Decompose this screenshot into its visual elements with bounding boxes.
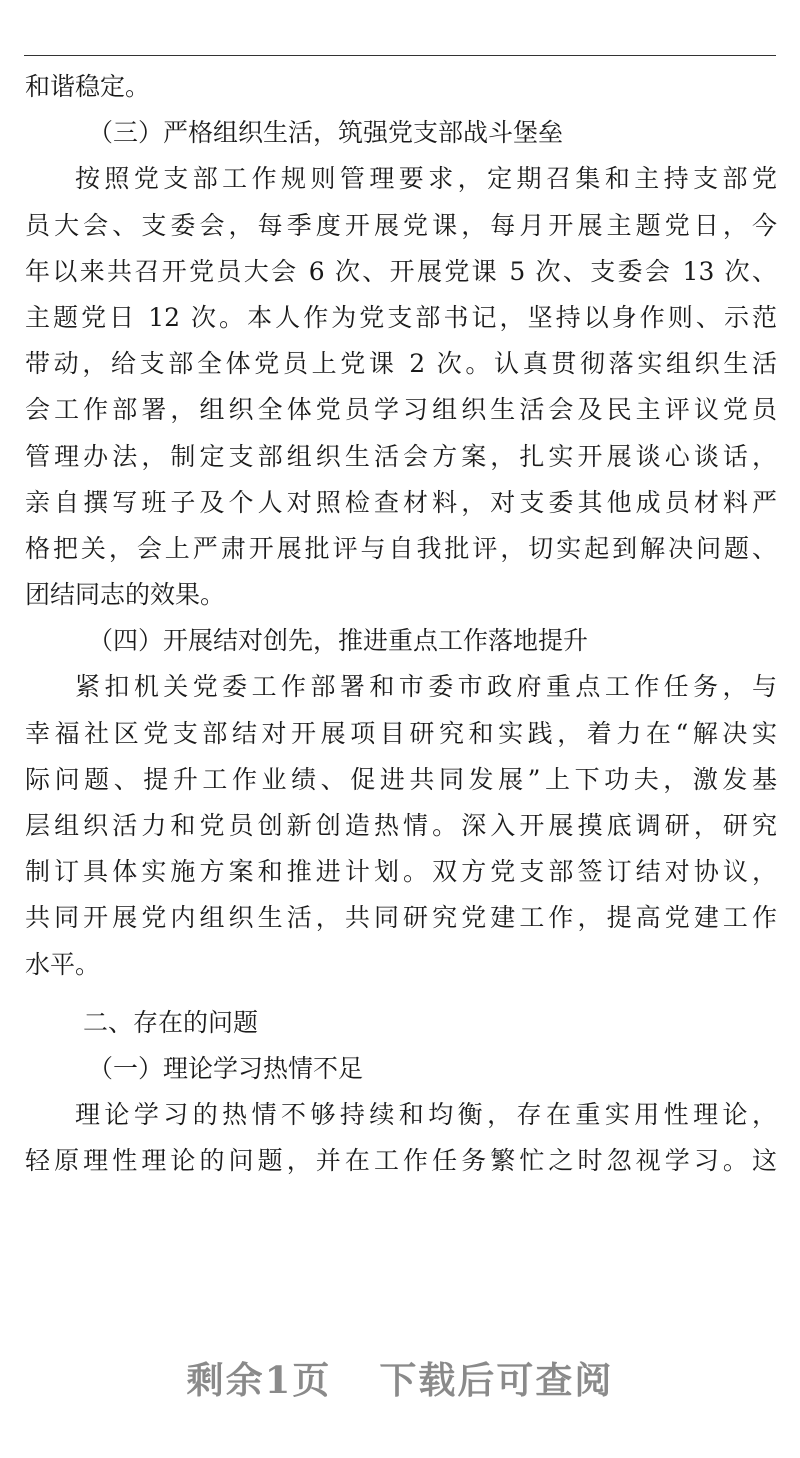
paragraph-line: 和谐稳定。 (25, 72, 151, 101)
paragraph-line: 管理办法，制定支部组织生活会方案，扎实开展谈心谈话， (25, 441, 777, 471)
paragraph-line: 团结同志的效果。 (25, 580, 226, 610)
paragraph-line: 年以来共召开党员大会 6 次、开展党课 5 次、支委会 13 次、 (25, 256, 777, 286)
paragraph-line: 带动，给支部全体党员上党课 2 次。认真贯彻落实组织生活 (25, 349, 777, 379)
section-heading-3: （三）严格组织生活，筑强党支部战斗堡垒 (88, 118, 564, 148)
header-rule (24, 55, 776, 56)
paragraph-line: 幸福社区党支部结对开展项目研究和实践，着力在“解决实 (25, 718, 777, 748)
paragraph-line: 亲自撰写班子及个人对照检查材料，对支委其他成员材料严 (25, 487, 777, 517)
paragraph-line: 制订具体实施方案和推进计划。双方党支部签订结对协议， (25, 857, 777, 887)
paragraph-line: 层组织活力和党员创新创造热情。深入开展摸底调研，研究 (25, 811, 777, 840)
chapter-heading-problems: 二、存在的问题 (83, 1007, 259, 1037)
document-body (25, 64, 777, 1185)
section-heading-1: （一）理论学习热情不足 (88, 1053, 364, 1083)
section-heading-4: （四）开展结对创先，推进重点工作落地提升 (88, 626, 589, 656)
paragraph-line: 共同开展党内组织生活，共同研究党建工作，提高党建工作 (25, 903, 777, 933)
paragraph-line: 轻原理性理论的问题，并在工作任务繁忙之时忽视学习。这 (25, 1146, 777, 1176)
paragraph-line: 会工作部署，组织全体党员学习组织生活会及民主评议党员 (25, 395, 777, 425)
paragraph-line: 按照党支部工作规则管理要求，定期召集和主持支部党 (75, 164, 777, 194)
download-to-read-label: 下载后可查阅 (379, 1358, 614, 1402)
paragraph-line: 理论学习的热情不够持续和均衡，存在重实用性理论， (75, 1100, 777, 1130)
paragraph-line: 紧扣机关党委工作部署和市委市政府重点工作任务，与 (75, 672, 777, 702)
spacer (25, 988, 777, 1000)
paragraph-line: 主题党日 12 次。本人作为党支部书记，坚持以身作则、示范 (25, 302, 777, 332)
paragraph-line: 际问题、提升工作业绩、促进共同发展”上下功夫，激发基 (25, 764, 777, 794)
paragraph-line: 格把关，会上严肃开展批评与自我批评，切实起到解决问题、 (25, 533, 777, 563)
remaining-pages-label: 剩余1页 (186, 1358, 332, 1402)
download-notice[interactable] (0, 1350, 800, 1404)
paragraph-line: 员大会、支委会，每季度开展党课，每月开展主题党日，今 (25, 210, 777, 240)
paragraph-line: 水平。 (25, 949, 101, 979)
